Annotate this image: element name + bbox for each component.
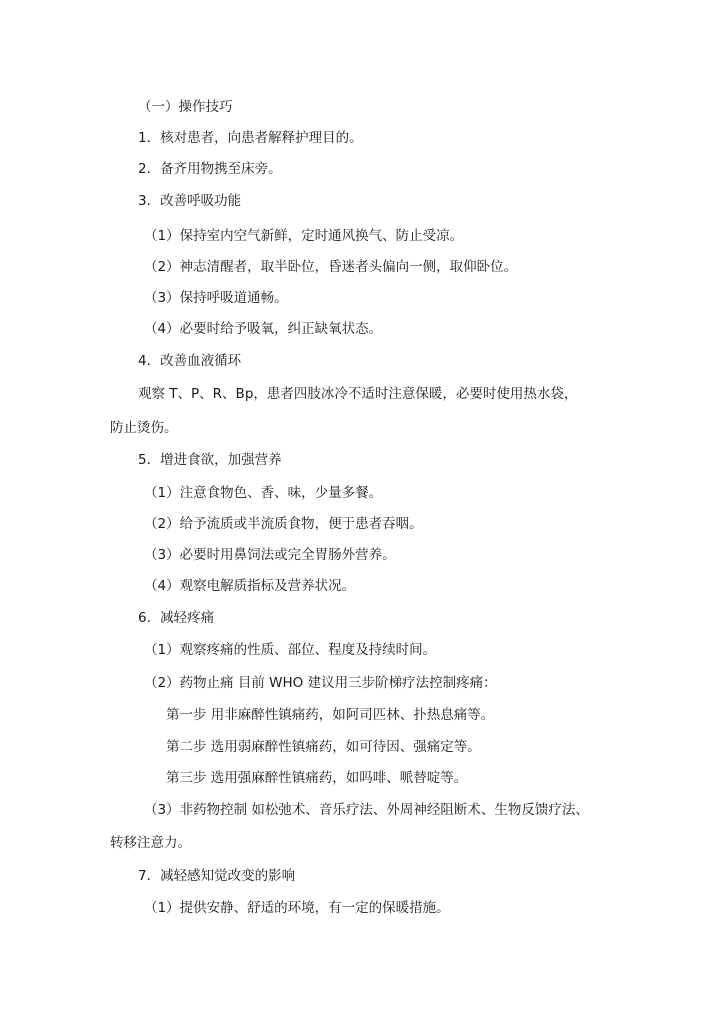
item-6-sub-3-line-2: 转移注意力。 <box>110 835 191 851</box>
item-6-heading: 6．减轻疼痛 <box>138 610 215 626</box>
item-6-sub-3-line-1: （3）非药物控制 如松弛术、音乐疗法、外周神经阻断术、生物反馈疗法、 <box>144 802 589 818</box>
step-1: 第一步 用非麻醉性镇痛药，如阿司匹林、扑热息痛等。 <box>166 707 495 723</box>
item-5-sub-1: （1）注意食物色、香、味，少量多餐。 <box>144 485 383 501</box>
item-6-sub-1: （1）观察疼痛的性质、部位、程度及持续时间。 <box>144 642 437 658</box>
item-3-sub-2: （2）神志清醒者，取半卧位，昏迷者头偏向一侧，取仰卧位。 <box>144 259 518 275</box>
item-7-sub-1: （1）提供安静、舒适的环境，有一定的保暖措施。 <box>144 900 450 916</box>
item-5-sub-4: （4）观察电解质指标及营养状况。 <box>144 578 356 594</box>
item-3-sub-4: （4）必要时给予吸氧，纠正缺氧状态。 <box>144 321 383 337</box>
item-4-paragraph-line-1: 观察 T、P、R、Bp，患者四肢冰冷不适时注意保暖，必要时使用热水袋， <box>138 386 578 402</box>
item-5-heading: 5．增进食欲，加强营养 <box>138 452 282 468</box>
item-5-sub-3: （3）必要时用鼻饲法或完全胃肠外营养。 <box>144 547 396 563</box>
item-3-sub-3: （3）保持呼吸道通畅。 <box>144 290 288 306</box>
item-1: 1．核对患者，向患者解释护理目的。 <box>138 130 363 146</box>
item-4-paragraph-line-2: 防止烫伤。 <box>110 420 178 436</box>
step-3: 第三步 选用强麻醉性镇痛药，如吗啡、哌替啶等。 <box>166 770 468 786</box>
item-5-sub-2: （2）给予流质或半流质食物，便于患者吞咽。 <box>144 516 423 532</box>
item-4-heading: 4．改善血液循环 <box>138 353 242 369</box>
item-2: 2．备齐用物携至床旁。 <box>138 161 282 177</box>
item-3-sub-1: （1）保持室内空气新鲜，定时通风换气、防止受凉。 <box>144 228 464 244</box>
item-7-heading: 7．减轻感知觉改变的影响 <box>138 868 296 884</box>
step-2: 第二步 选用弱麻醉性镇痛药，如可待因、强痛定等。 <box>166 739 481 755</box>
item-6-sub-2: （2）药物止痛 目前 WHO 建议用三步阶梯疗法控制疼痛： <box>144 675 497 691</box>
section-heading: （一）操作技巧 <box>138 99 233 115</box>
item-3-heading: 3．改善呼吸功能 <box>138 193 242 209</box>
